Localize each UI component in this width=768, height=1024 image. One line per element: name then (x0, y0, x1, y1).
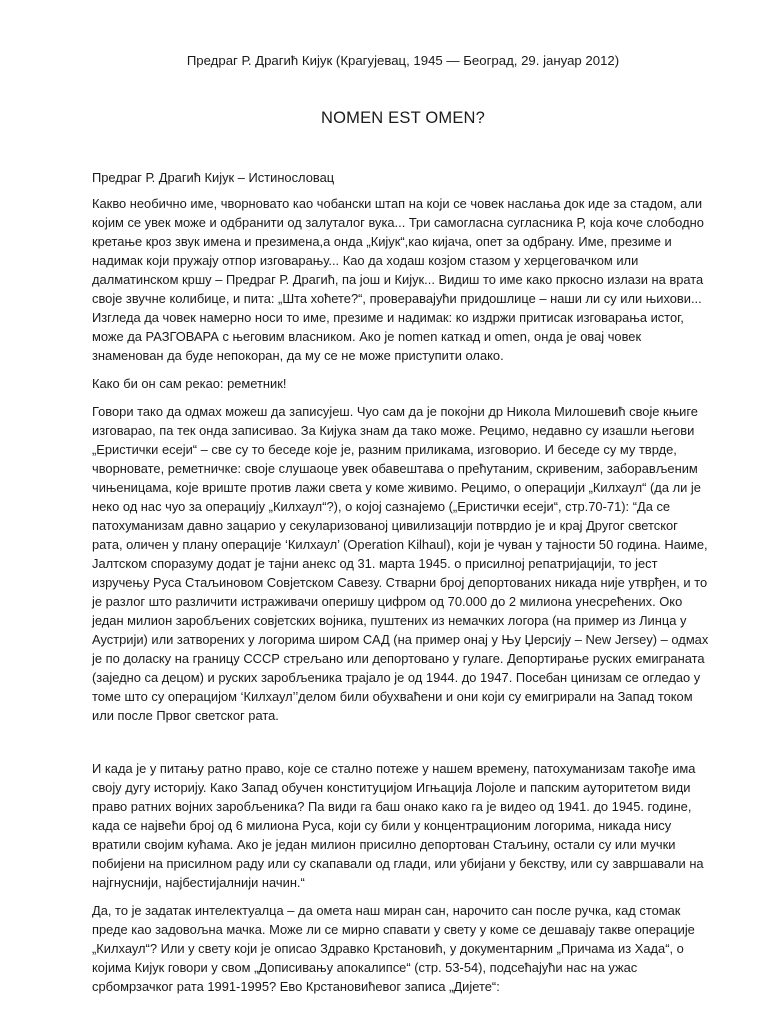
text-line: Како би он сам рекао: реметник! (92, 376, 287, 391)
text-line: „Килхаул“? Или у свету који је описао Здравко Крстановић, у документарним „Причама из Хада“, о (92, 941, 684, 956)
text-line: знаменован да буде непокоран, да му се не може приступити олако. (92, 348, 504, 363)
text-line: којим се увек може и одбранити од залуталог вука... Три самогласна сугласника Р, која коче слободно (92, 215, 704, 230)
text-line: најгнуснији, најбестијалнији начин.“ (92, 875, 305, 890)
text-line: побијени на присилном раду или су скапавали од глади, или убијани у бекству, или су завршавали на (92, 856, 704, 871)
text-line: „Еристички есеји“ – све су то беседе које је, разним приликама, изговорио. И беседе су му тврде, (92, 442, 677, 457)
text-line: или после Првог светског рата. (92, 708, 279, 723)
text-line: преде као задовољна мачка. Може ли се мирно спавати у свету у коме се дешавају такве операције (92, 922, 695, 937)
paragraph (92, 194, 714, 365)
text-line: право ратних војних заробљеника? Па види га баш онако како га је видео од 1941. до 1945. године, (92, 799, 692, 814)
text-line: Изгледа да човек намерно носи то име, презиме и надимак: ко издржи притисак изговарања истог, (92, 310, 684, 325)
paragraph (92, 901, 714, 996)
text-line: је разлог што различити истраживачи оперишу цифром од 70.000 до 2 милиона унесрећених. Око (92, 594, 683, 609)
text-line: рата, оличен у плану операције ‘Килхаул’ (Operation Kilhaul), који је чуван у тајности 50 година. Наиме, (92, 537, 708, 552)
text-line: чворновате, реметничке: своје слушаоце увек обавештава о прећутаним, скривеним, заборављеним (92, 461, 698, 476)
text-line: Предраг Р. Драгић Кијук – Истинословац (92, 170, 335, 185)
text-line: далматинском кршу – Предраг Р. Драгић, па још и Кијук... Видиш то име како пркосно излази на врата (92, 272, 704, 287)
text-line: Да, то је задатак интелектуалца – да омета наш миран сан, нарочито сан после ручка, кад стомак (92, 903, 681, 918)
text-line: вратили својим кућама. Ако је један милион присилно депортован Стаљину, остали су или мучки (92, 837, 676, 852)
text-line: када се највећи број од 6 милиона Руса, који су били у концентрационим логорима, никада нису (92, 818, 672, 833)
text-line: може да РАЗГОВАРА с његовим власником. Ако је nomen каткад и omen, онда је овај човек (92, 329, 642, 344)
text-line: патохуманизам давно зацарио у секуларизованој цивилизацији потврдио је и крај Другог светског (92, 518, 678, 533)
text-line: србомрзачког рата 1991-1995? Ево Крстановићевог записа „Дијете“: (92, 979, 500, 994)
text-line: своју дугу историју. Како Запад обучен конституцијом Игњација Лојоле и папским ауторитетом види (92, 780, 691, 795)
text-line: И када је у питању ратно право, које се стално потеже у нашем времену, патохуманизам такође има (92, 761, 696, 776)
subtitle-paragraph (92, 168, 714, 187)
text-line: је по доласку на границу СССР стрељано или депортовано у гулаге. Депортирање руских емиграната (92, 651, 705, 666)
document-body (92, 168, 714, 996)
text-line: којима Кијук говори у свом „Дописивању апокалипсе“ (стр. 53-54), подсећајући нас на ужас (92, 960, 638, 975)
text-line: Јалтском споразуму додат је тајни анекс од 31. марта 1945. о присилној репатријацији, то јест (92, 556, 658, 571)
paragraph (92, 374, 714, 393)
document-title: NOMEN EST OMEN? (320, 109, 486, 127)
text-line: Аустрији) или затворених у логорима широм САД (на пример онај у Њу Џерсију – New Jersey) – одмах (92, 632, 709, 647)
text-line: (заједно са децом) и руских заробљеника трајало је од 1944. до 1947. Посебан цинизам се огледао у (92, 670, 701, 685)
text-line: чињеницама, које вриште против лажи света у коме живимо. Рецимо, о операцији „Килхаул“ (да ли је (92, 480, 701, 495)
paragraph (92, 759, 714, 892)
text-line: Говори тако да одмах можеш да записујеш. Чуо сам да је покојни др Никола Милошевић своје књиге (92, 404, 698, 419)
text-line: неко од нас чуо за операцију „Килхаул“?), о којој сазнајемо („Еристички есеји“, стр.70-71): “Да се (92, 499, 671, 514)
author-header: Предраг Р. Драгић Кијук (Крагујевац, 1945 — Београд, 29. јануар 2012) (186, 53, 620, 68)
text-line: надимак који пружају отпор изговарању... Као да ходаш козјом стазом у херцеговачком или (92, 253, 639, 268)
text-line: један милион заробљених совјетских војника, пуштених из немачких логора (на пример из Линца у (92, 613, 687, 628)
text-line: изговарао, па тек онда записивао. За Кијука знам да тако може. Рецимо, недавно су изашли његови (92, 423, 695, 438)
text-line: кретање кроз звук имена и презимена,а онда „Кијук“,као кијача, опет за одбрану. Име, презиме и (92, 234, 672, 249)
text-line: своје звучне колибице, и пита: „Шта хоћете?“, проверавајући придошлице – наши ли су или њихови... (92, 291, 702, 306)
text-line: томе што су операцијом ‘Килхаул’’делом били обухваћени и они који су емигрирали на Запад током (92, 689, 693, 704)
text-line: изручењу Руса Стаљиновом Совјетском Савезу. Стварни број депортованих никада није утврђен, и то (92, 575, 708, 590)
paragraph (92, 402, 714, 725)
text-line: Какво необично име, чворновато као чобански штап на који се човек наслања док иде за стадом, али (92, 196, 703, 211)
